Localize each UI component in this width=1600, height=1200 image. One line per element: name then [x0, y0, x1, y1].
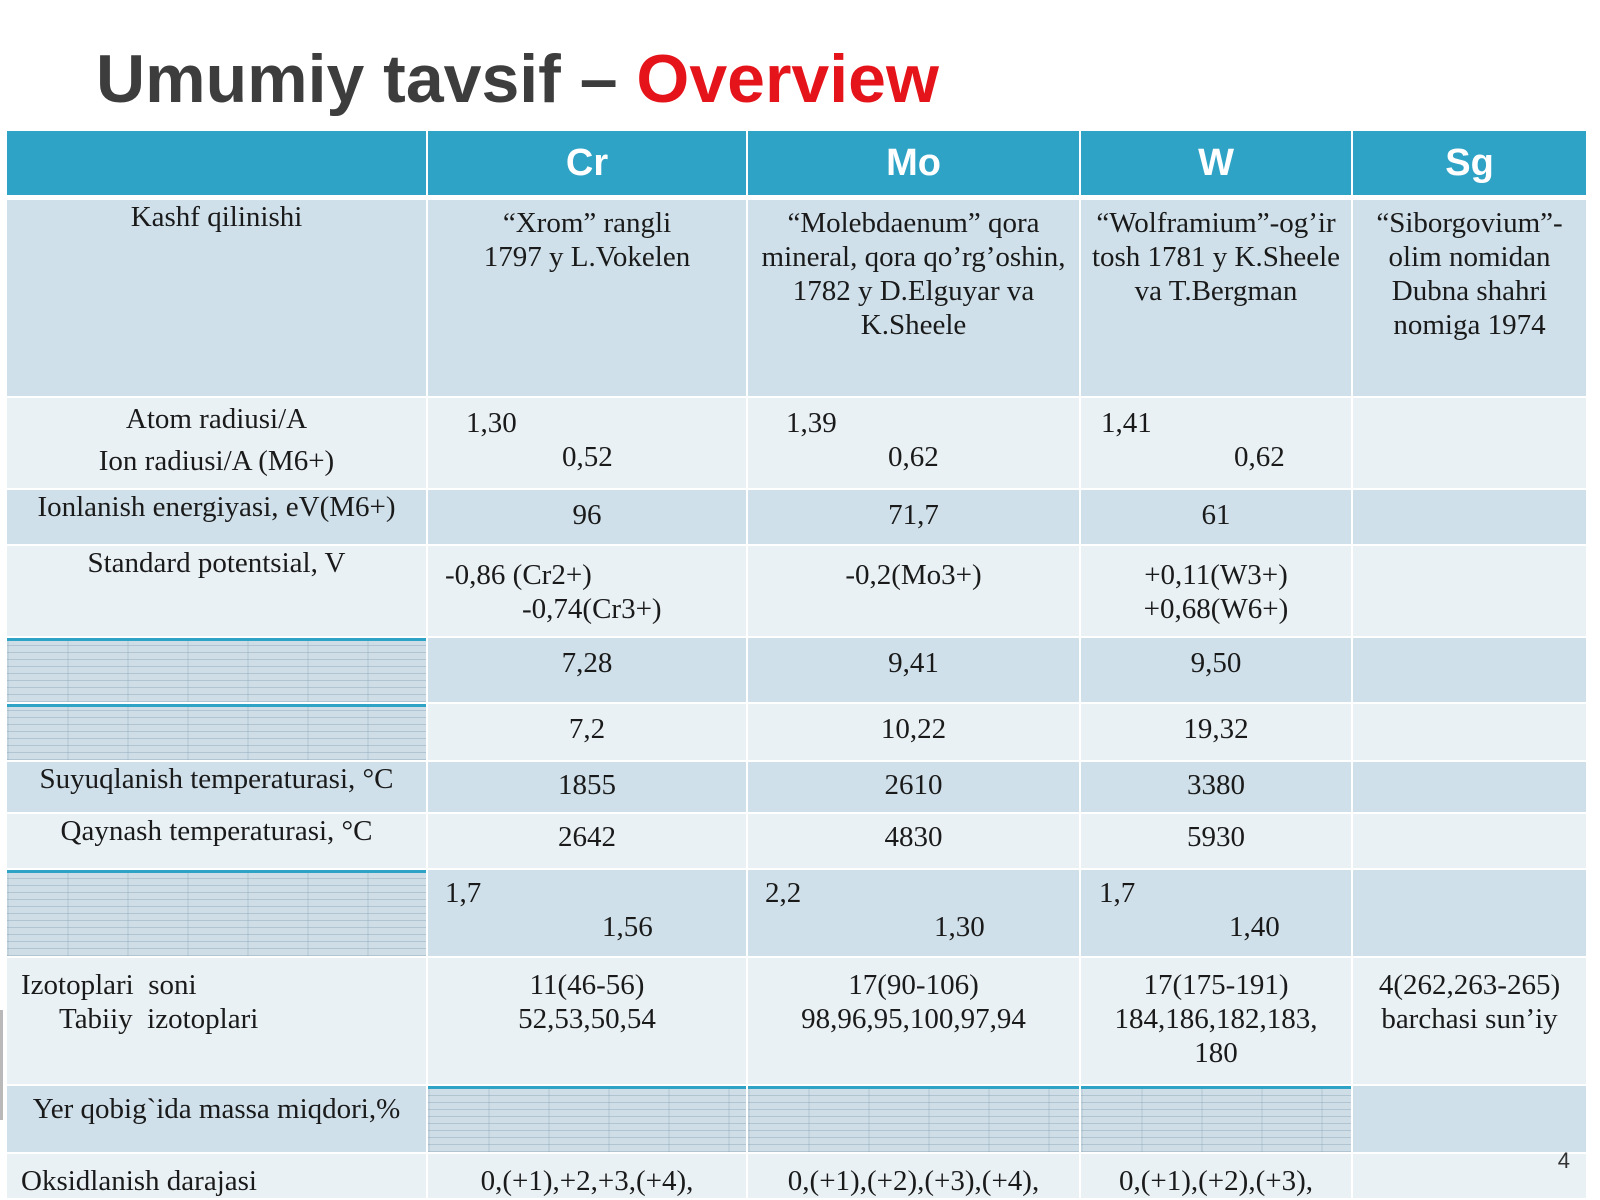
oxidation-cr: 0,(+1),+2,+3,(+4), — [427, 1153, 747, 1199]
isotopes-label: Izotoplari soni Tabiiy izotoplari — [7, 957, 427, 1085]
melting-mo: 2610 — [747, 761, 1080, 813]
row6-label-image — [7, 703, 427, 761]
discovery-w: “Wolframium”-og’ir tosh 1781 y K.Sheele va T.Bergman — [1080, 198, 1352, 397]
crust-cr-image — [427, 1085, 747, 1153]
potential-sg — [1352, 545, 1587, 637]
crust-w-image — [1080, 1085, 1352, 1153]
header-cr: Cr — [427, 131, 747, 198]
row-discovery — [7, 198, 1587, 397]
oxidation-label: Oksidlanish darajasi — [7, 1153, 427, 1199]
ionization-sg — [1352, 489, 1587, 545]
row5-cr: 7,28 — [427, 637, 747, 703]
isotopes-mo: 17(90-106) 98,96,95,100,97,94 — [747, 957, 1080, 1085]
row9-w: 1,7 1,40 — [1080, 869, 1352, 957]
discovery-mo: “Molebdaenum” qora mineral, qora qo’rg’oshin, 1782 y D.Elguyar va K.Sheele — [747, 198, 1080, 397]
boiling-sg — [1352, 813, 1587, 869]
melting-cr: 1855 — [427, 761, 747, 813]
properties-table — [7, 131, 1588, 1200]
radius-label: Atom radiusi/A Ion radiusi/A (M6+) — [7, 397, 427, 489]
ionization-label: Ionlanish energiyasi, eV(M6+) — [7, 489, 427, 545]
row9-label-image — [7, 869, 427, 957]
radius-mo: 1,39 0,62 — [747, 397, 1080, 489]
row-radius — [7, 397, 1587, 489]
ionization-mo: 71,7 — [747, 489, 1080, 545]
radius-sg — [1352, 397, 1587, 489]
header-mo: Mo — [747, 131, 1080, 198]
ionization-cr: 96 — [427, 489, 747, 545]
oxidation-w: 0,(+1),(+2),(+3), — [1080, 1153, 1352, 1199]
left-edge-mark — [0, 1010, 3, 1120]
row6-sg — [1352, 703, 1587, 761]
oxidation-mo: 0,(+1),(+2),(+3),(+4), — [747, 1153, 1080, 1199]
melting-label: Suyuqlanish temperaturasi, °C — [7, 761, 427, 813]
page-number: 4 — [1557, 1148, 1570, 1173]
header-w: W — [1080, 131, 1352, 198]
radius-w: 1,41 0,62 — [1080, 397, 1352, 489]
header-empty — [7, 131, 427, 198]
header-row — [7, 131, 1587, 198]
row-ionization — [7, 489, 1587, 545]
radius-cr: 1,30 0,52 — [427, 397, 747, 489]
oxidation-sg — [1352, 1153, 1587, 1199]
row9-sg — [1352, 869, 1587, 957]
potential-w: +0,11(W3+) +0,68(W6+) — [1080, 545, 1352, 637]
discovery-cr: “Xrom” rangli 1797 y L.Vokelen — [427, 198, 747, 397]
crust-label: Yer qobig`ida massa miqdori,% — [7, 1085, 427, 1153]
slide-title — [96, 40, 939, 118]
potential-label: Standard potentsial, V — [7, 545, 427, 637]
boiling-mo: 4830 — [747, 813, 1080, 869]
crust-sg — [1352, 1085, 1587, 1153]
row5-label-image — [7, 637, 427, 703]
isotopes-sg: 4(262,263-265) barchasi sun’iy — [1352, 957, 1587, 1085]
row5-w: 9,50 — [1080, 637, 1352, 703]
row9-cr: 1,7 1,56 — [427, 869, 747, 957]
row-crust — [7, 1085, 1587, 1153]
potential-mo: -0,2(Mo3+) — [747, 545, 1080, 637]
boiling-w: 5930 — [1080, 813, 1352, 869]
ionization-w: 61 — [1080, 489, 1352, 545]
row-isotopes — [7, 957, 1587, 1085]
row6-cr: 7,2 — [427, 703, 747, 761]
title-main: Umumiy tavsif – — [96, 41, 637, 117]
row-oxidation — [7, 1153, 1587, 1199]
row-melting — [7, 761, 1587, 813]
melting-w: 3380 — [1080, 761, 1352, 813]
row-density-1 — [7, 637, 1587, 703]
isotopes-w: 17(175-191) 184,186,182,183, 180 — [1080, 957, 1352, 1085]
discovery-label: Kashf qilinishi — [7, 198, 427, 397]
isotopes-cr: 11(46-56) 52,53,50,54 — [427, 957, 747, 1085]
row6-w: 19,32 — [1080, 703, 1352, 761]
boiling-label: Qaynash temperaturasi, °C — [7, 813, 427, 869]
row9-mo: 2,2 1,30 — [747, 869, 1080, 957]
crust-mo-image — [747, 1085, 1080, 1153]
title-accent: Overview — [636, 41, 939, 117]
row6-mo: 10,22 — [747, 703, 1080, 761]
boiling-cr: 2642 — [427, 813, 747, 869]
row5-sg — [1352, 637, 1587, 703]
row-electronegativity — [7, 869, 1587, 957]
melting-sg — [1352, 761, 1587, 813]
potential-cr: -0,86 (Cr2+) -0,74(Cr3+) — [427, 545, 747, 637]
row-boiling — [7, 813, 1587, 869]
header-sg: Sg — [1352, 131, 1587, 198]
row5-mo: 9,41 — [747, 637, 1080, 703]
row-potential — [7, 545, 1587, 637]
row-density-2 — [7, 703, 1587, 761]
discovery-sg: “Siborgovium”-olim nomidan Dubna shahri nomiga 1974 — [1352, 198, 1587, 397]
